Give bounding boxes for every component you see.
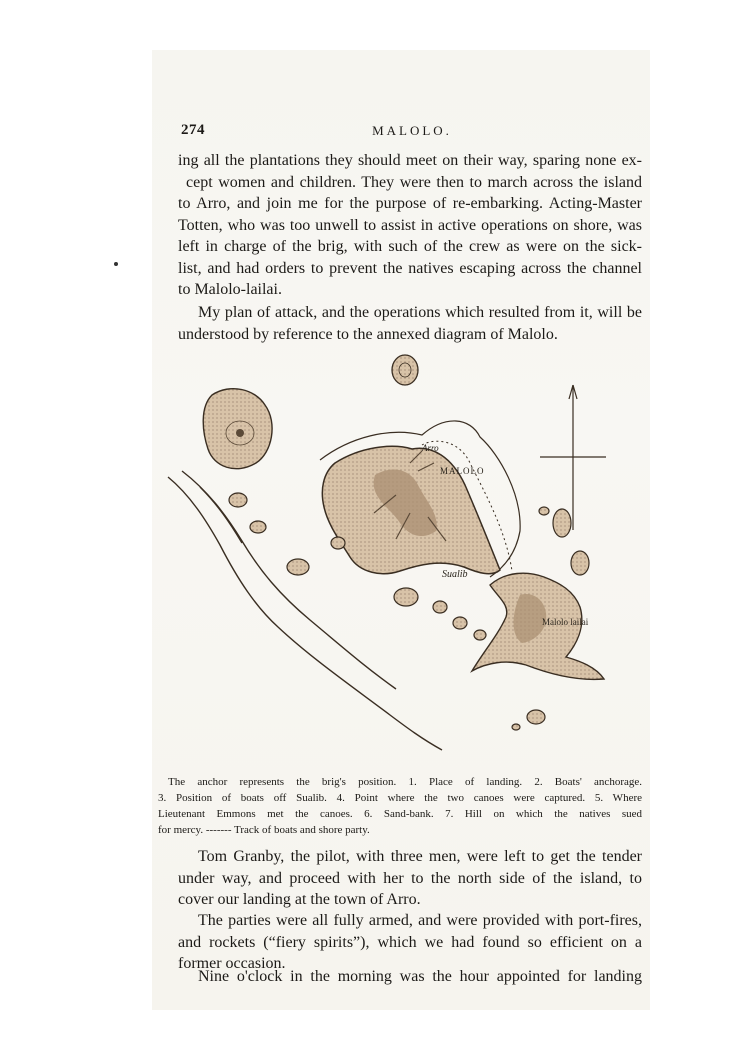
caption-line: Lieutenant Emmons met the canoes. 6. Sand-bank. 7. Hill on which the natives sued [158,808,642,820]
caption-line: for mercy. ------- Track of boats and shore party. [158,824,370,836]
paragraph-5 [178,966,642,988]
page-number: 274 [181,122,205,138]
text-line: cept women and children. They were then to march across the island [186,173,642,191]
text-line: The parties were all fully armed, and were provided with port-fires, [198,912,642,929]
map-caption [158,774,642,838]
caption-line: 3. Position of boats off Sualib. 4. Point where the two canoes were captured. 5. Where [158,792,642,804]
text-line: ing all the plantations they should meet on their way, sparing none ex- [178,152,642,169]
text-line: understood by reference to the annexed diagram of Malolo. [178,325,558,343]
paragraph-1 [178,150,642,301]
text-line: former occasion. [178,955,286,972]
text-line: cover our landing at the town of Arro. [178,891,421,908]
compass-cross [540,385,606,530]
map-label-malolo-lailai: Malolo lailai [542,617,589,627]
text-line: left in charge of the brig, with such of the crew as were on the sick- [178,238,642,255]
paragraph-2 [178,302,642,345]
map-label-sualib: Sualib [442,569,468,580]
round-island [203,389,272,469]
map-label-malolo: MALOLO [440,466,485,476]
text-line: under way, and proceed with her to the north side of the island, to [178,869,642,887]
paragraph-4 [178,910,642,975]
text-line: and rockets (“fiery spirits”), which we had found so efficient on a [178,933,642,951]
text-line: Tom Granby, the pilot, with three men, were left to get the tender [198,848,642,865]
islet-top [392,355,418,385]
map-label-arro: Arro [422,443,439,453]
caption-line: The anchor represents the brig's position. 1. Place of landing. 2. Boats' anchorage. [168,776,642,788]
text-line: to Malolo-lailai. [178,281,282,298]
text-line: to Arro, and join me for the purpose of re-embarking. Acting-Master [178,195,642,212]
page-header [181,122,643,144]
text-line: My plan of attack, and the operations which resulted from it, will be [198,304,642,321]
running-head: MALOLO. [372,123,452,138]
text-line: Totten, who was too unwell to assist in active operations on shore, was [178,216,642,234]
text-line: Nine o'clock in the morning was the hour appointed for landing [198,968,642,985]
text-line: list, and had orders to prevent the natives escaping across the channel [178,259,642,277]
paragraph-3 [178,846,642,911]
malolo-map [160,345,638,765]
ink-speck [114,262,118,266]
